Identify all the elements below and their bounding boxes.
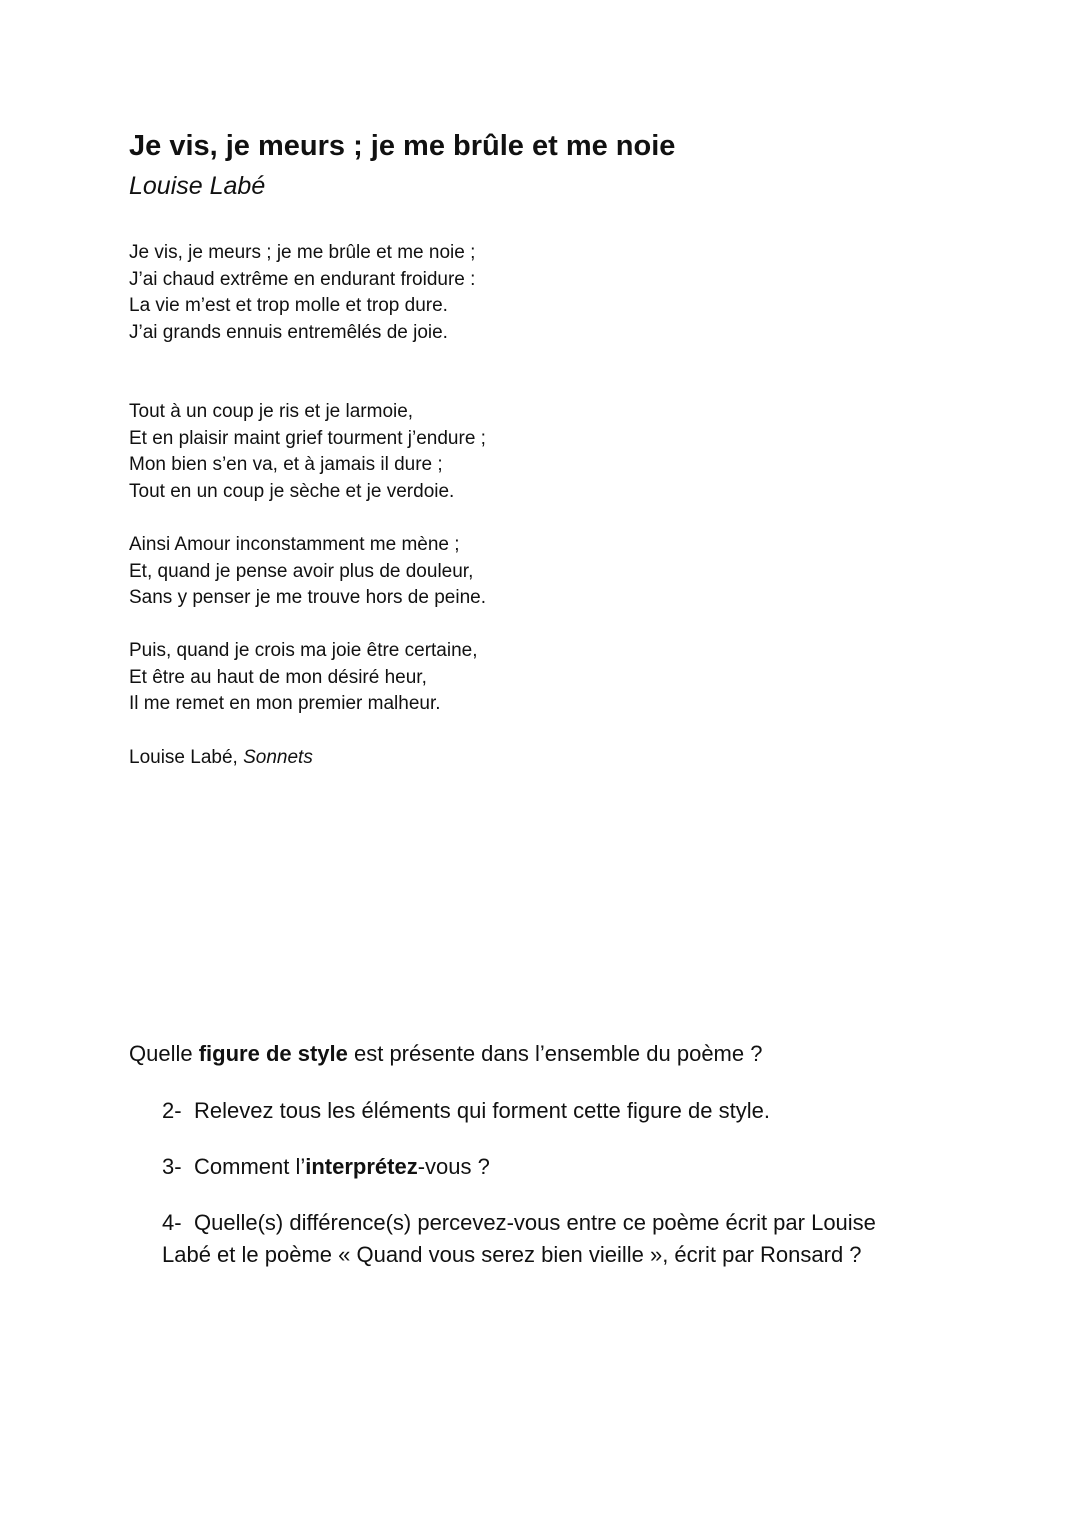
poem-author: Louise Labé (129, 172, 266, 200)
verse-line: La vie m’est et trop molle et trop dure. (129, 295, 448, 316)
verse-line: Je vis, je meurs ; je me brûle et me noie ; (129, 242, 476, 263)
verse-line: Sans y penser je me trouve hors de peine. (129, 587, 486, 608)
question-1 (129, 1038, 762, 1070)
verse-line: Et en plaisir maint grief tourment j’endure ; (129, 427, 486, 449)
question-2 (162, 1095, 770, 1127)
question-4 (162, 1207, 876, 1271)
verse-line: Mon bien s’en va, et à jamais il dure ; (129, 454, 443, 475)
verse-line: Et être au haut de mon désiré heur, (129, 666, 427, 688)
question-3-number: 3- (162, 1154, 182, 1179)
poem-title: Je vis, je meurs ; je me brûle et me noie (129, 130, 676, 162)
source-work: Sonnets (243, 747, 313, 768)
question-3 (162, 1151, 490, 1183)
question-3-after: -vous ? (417, 1154, 490, 1179)
question-4-line-1 (162, 1207, 876, 1239)
verse-line: Tout en un coup je sèche et je verdoie. (129, 480, 455, 502)
stanza-4 (129, 638, 478, 718)
stanza-2 (129, 399, 486, 505)
verse-line: Puis, quand je crois ma joie être certaine, (129, 640, 478, 661)
verse-line: J’ai chaud extrême en endurant froidure : (129, 268, 476, 290)
verse-line: Ainsi Amour inconstamment me mène ; (129, 534, 460, 555)
poem-source (129, 745, 313, 771)
stanza-3 (129, 532, 486, 612)
question-2-text: Relevez tous les éléments qui forment cette figure de style. (194, 1098, 770, 1123)
verse-line: Il me remet en mon premier malheur. (129, 693, 441, 714)
verse-line: J’ai grands ennuis entremêlés de joie. (129, 321, 448, 343)
source-author: Louise Labé, (129, 747, 244, 768)
question-1-after: est présente dans l’ensemble du poème ? (347, 1041, 763, 1066)
question-4-line-2: Labé et le poème « Quand vous serez bien vieille », écrit par Ronsard ? (162, 1242, 862, 1267)
verse-line: Tout à un coup je ris et je larmoie, (129, 401, 414, 422)
question-2-number: 2- (162, 1098, 182, 1123)
verse-line: Et, quand je pense avoir plus de douleur, (129, 560, 474, 582)
question-3-before: Comment l’ (194, 1154, 306, 1179)
question-1-keyword: figure de style (198, 1041, 348, 1066)
question-4-number: 4- (162, 1210, 182, 1235)
question-1-before: Quelle (129, 1041, 199, 1066)
question-3-keyword: interprétez (305, 1154, 418, 1179)
stanza-1 (129, 240, 475, 346)
question-4-text-1: Quelle(s) différence(s) percevez-vous entre ce poème écrit par Louise (194, 1210, 876, 1235)
